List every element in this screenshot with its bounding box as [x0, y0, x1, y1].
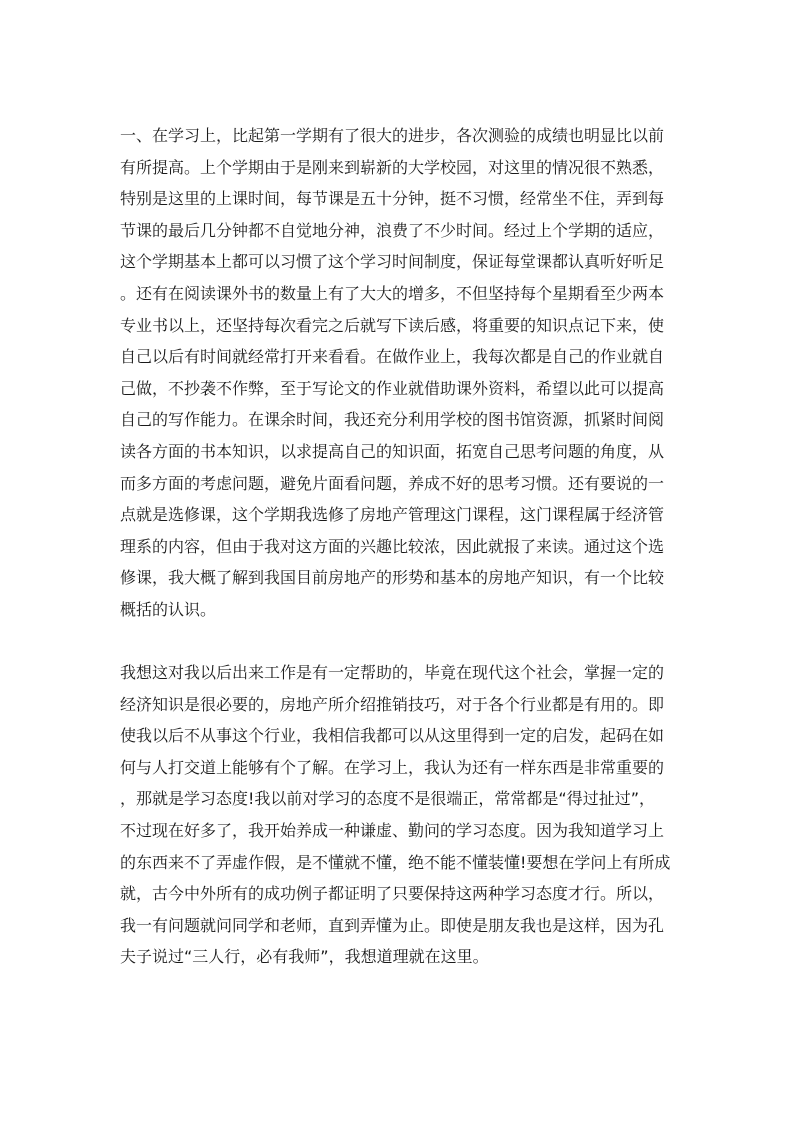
paragraph-1 [120, 120, 680, 626]
paragraph-line: 的东西来不了弄虚作假，是不懂就不懂，绝不能不懂装懂!要想在学问上有所成 [120, 852, 671, 872]
paragraph-line: 己做，不抄袭不作弊，至于写论文的作业就借助课外资料，希望以此可以提高 [120, 378, 665, 398]
paragraph-line: 我一有问题就问同学和老师，直到弄懂为止。即使是朋友我也是这样，因为孔 [120, 915, 665, 935]
paragraph-line: 自己的写作能力。在课余时间，我还充分利用学校的图书馆资源，抓紧时间阅 [120, 410, 665, 430]
paragraph-line: 读各方面的书本知识，以求提高自己的知识面，拓宽自己思考问题的角度，从 [120, 441, 665, 461]
paragraph-line: ，那就是学习态度!我以前对学习的态度不是很端正，常常都是“得过扯过”， [120, 789, 655, 809]
paragraph-line: 概括的认识。 [120, 599, 217, 619]
paragraph-line: 特别是这里的上课时间，每节课是五十分钟，挺不习惯，经常坐不住，弄到每 [120, 189, 665, 209]
paragraph-line: 我想这对我以后出来工作是有一定帮助的，毕竟在现代这个社会，掌握一定的 [120, 663, 665, 683]
paragraph-line: 有所提高。上个学期由于是刚来到崭新的大学校园，对这里的情况很不熟悉， [120, 157, 665, 177]
paragraph-line: 就，古今中外所有的成功例子都证明了只要保持这两种学习态度才行。所以， [120, 884, 665, 904]
paragraph-line: 。还有在阅读课外书的数量上有了大大的增多，不但坚持每个星期看至少两本 [120, 283, 665, 303]
paragraph-spacer [120, 626, 680, 658]
paragraph-line: 节课的最后几分钟都不自觉地分神，浪费了不少时间。经过上个学期的适应， [120, 220, 665, 240]
paragraph-line: 使我以后不从事这个行业，我相信我都可以从这里得到一定的启发，起码在如 [120, 726, 665, 746]
paragraph-line: 夫子说过“三人行，必有我师”，我想道理就在这里。 [120, 947, 489, 967]
paragraph-line: 这个学期基本上都可以习惯了这个学习时间制度，保证每堂课都认真听好听足 [120, 252, 665, 272]
paragraph-line: 专业书以上，还坚持每次看完之后就写下读后感，将重要的知识点记下来，使 [120, 315, 665, 335]
paragraph-line: 点就是选修课，这个学期我选修了房地产管理这门课程，这门课程属于经济管 [120, 505, 665, 525]
paragraph-line: 自己以后有时间就经常打开来看看。在做作业上，我每次都是自己的作业就自 [120, 347, 665, 367]
paragraph-line: 而多方面的考虑问题，避免片面看问题，养成不好的思考习惯。还有要说的一 [120, 473, 665, 493]
paragraph-line: 一、在学习上，比起第一学期有了很大的进步，各次测验的成绩也明显比以前 [120, 126, 665, 145]
paragraph-2 [120, 657, 680, 973]
paragraph-line: 修课，我大概了解到我国目前房地产的形势和基本的房地产知识，有一个比较 [120, 568, 665, 588]
paragraph-line: 理系的内容，但由于我对这方面的兴趣比较浓，因此就报了来读。通过这个选 [120, 536, 665, 556]
paragraph-line: 不过现在好多了，我开始养成一种谦虚、勤问的学习态度。因为我知道学习上 [120, 821, 665, 841]
document-body [120, 120, 680, 973]
paragraph-line: 何与人打交道上能够有个了解。在学习上，我认为还有一样东西是非常重要的 [120, 757, 665, 777]
paragraph-line: 经济知识是很必要的，房地产所介绍推销技巧，对于各个行业都是有用的。即 [120, 694, 665, 714]
